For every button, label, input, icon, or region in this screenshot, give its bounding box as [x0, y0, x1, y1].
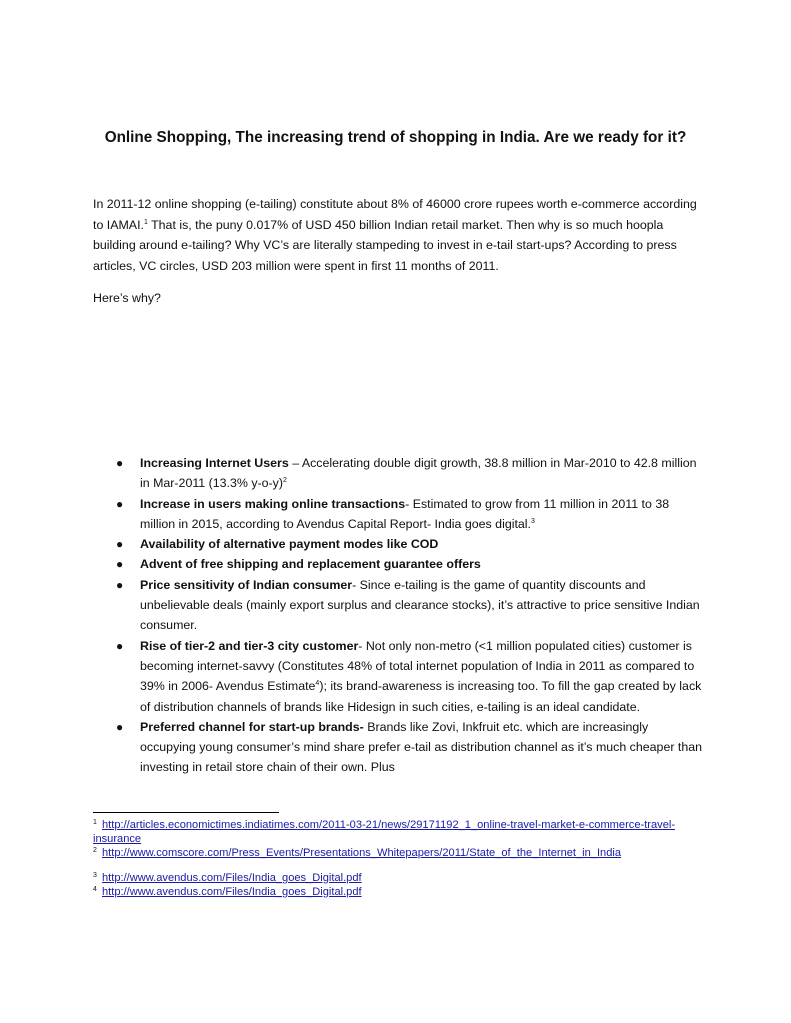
footnote-link-1[interactable]: http://articles.economictimes.indiatimes.com/2011-03-21/news/29171192_1_online-travel-market-e-commerce-travel-insurance — [93, 819, 676, 845]
list-item-heading: Advent of free shipping and replacement guarantee offers — [140, 557, 481, 572]
footnote-number: 3 — [93, 872, 97, 879]
footnote-number: 4 — [93, 886, 97, 893]
list-item-heading: Availability of alternative payment modes like COD — [140, 537, 439, 552]
bullet-icon: ● — [116, 557, 124, 572]
list-item — [93, 534, 703, 554]
bullet-icon: ● — [116, 577, 124, 592]
footnotes — [93, 818, 713, 899]
page-title: Online Shopping, The increasing trend of shopping in India. Are we ready for it? — [104, 129, 687, 146]
bullet-icon: ● — [116, 496, 124, 511]
list-item — [93, 554, 703, 574]
bullet-icon: ● — [116, 537, 124, 552]
list-item-heading: Price sensitivity of Indian consumer — [140, 577, 353, 592]
bullet-icon: ● — [116, 456, 124, 470]
list-item-text: Brands like Zovi, Inkfruit etc. which are increasingly occupying young consumer’s mind share prefer e-tail as distribution channel as it’s much cheaper than investing in retail store chain of their own. Plus — [140, 719, 703, 775]
footnote-2 — [93, 846, 713, 860]
list-item-heading: Rise of tier-2 and tier-3 city customer — [140, 638, 359, 653]
footnote-number: 1 — [93, 819, 97, 826]
footnote-spacer — [93, 860, 713, 871]
footnote-divider — [93, 812, 279, 813]
list-item-text-continued: ); its brand-awareness is increasing too. To fill the gap created by lack of distribution channels of brands like Hidesign in such cities, e-tailing is an ideal candidate. — [140, 679, 702, 714]
footnote-link-2[interactable]: http://www.comscore.com/Press_Events/Presentations_Whitepapers/2011/State_of_the_Internet_in_India — [102, 847, 622, 859]
list-item-heading: Increasing Internet Users — [140, 456, 289, 470]
footnote-number: 2 — [93, 847, 97, 854]
list-item — [93, 453, 703, 494]
footnote-ref-3[interactable]: 3 — [531, 517, 535, 525]
footnote-link-3[interactable]: http://www.avendus.com/Files/India_goes_Digital.pdf — [102, 872, 362, 884]
heres-why-paragraph: Here’s why? — [93, 291, 161, 305]
footnote-4 — [93, 885, 713, 899]
list-item — [93, 636, 703, 717]
list-item — [93, 494, 703, 535]
bullet-icon: ● — [116, 719, 124, 734]
footnote-1 — [93, 818, 713, 846]
intro-text-a: In 2011-12 online shopping (e-tailing) constitute about 8% of 46000 crore rupees worth e-commerce according to IAMAI. — [93, 197, 697, 232]
list-item-text: - Not only non-metro (<1 million populated cities) customer is becoming internet-savvy (Constitutes 48% of total internet population of India in 2011 as compared to 39% in 2006- Avendus Estimate — [140, 638, 695, 694]
intro-paragraph — [93, 194, 705, 276]
list-item-heading: Preferred channel for start-up brands- — [140, 719, 364, 734]
footnote-ref-1[interactable]: 1 — [143, 218, 148, 226]
list-item — [93, 717, 703, 778]
list-item-text: - Estimated to grow from 11 million in 2011 to 38 million in 2015, according to Avendus Capital Report- India goes digital. — [140, 496, 670, 531]
bullet-icon: ● — [116, 638, 124, 653]
footnote-ref-4[interactable]: 4 — [315, 680, 320, 688]
intro-text-b: That is, the puny 0.017% of USD 450 billion Indian retail market. Then why is so much hoopla building around e-tailing? Why VC’s are literally stampeding to invest in e-tail start-ups? According to press articles, VC circles, USD 203 million were spent in first 11 months of 2011. — [93, 217, 677, 273]
list-item-heading: Increase in users making online transactions — [140, 496, 406, 511]
footnote-link-4[interactable]: http://www.avendus.com/Files/India_goes_Digital.pdf — [102, 886, 362, 898]
list-item-text: - Since e-tailing is the game of quantity discounts and unbelievable deals (mainly export surplus and clearance stocks), it’s attractive to price sensitive Indian consumer. — [140, 577, 700, 633]
list-item-text: – Accelerating double digit growth, 38.8 million in Mar-2010 to 42.8 million in Mar-2011 (13.3% y-o-y) — [140, 456, 697, 491]
reasons-list — [93, 453, 703, 778]
footnote-ref-2[interactable]: 2 — [283, 477, 287, 485]
footnote-3 — [93, 871, 713, 885]
list-item — [93, 575, 703, 636]
